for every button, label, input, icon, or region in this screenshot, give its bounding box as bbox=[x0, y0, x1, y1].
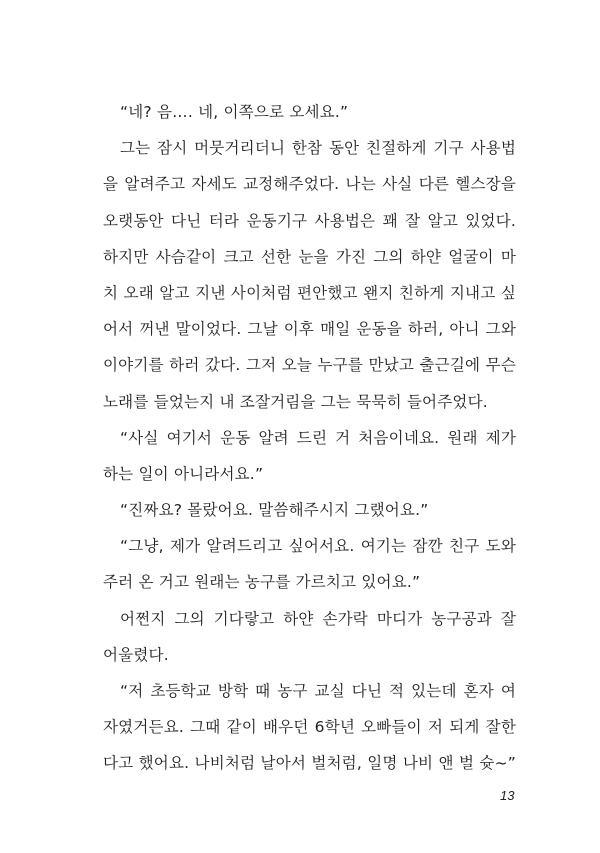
text-line: 주러 온 거고 원래는 농구를 가르치고 있어요.” bbox=[103, 573, 421, 592]
text-line: 자였거든요. 그때 같이 배우던 6학년 오빠들이 저 되게 잘한 bbox=[103, 718, 516, 737]
page-body bbox=[103, 94, 516, 782]
text-line: “그냥, 제가 알려드리고 싶어서요. 여기는 잠깐 친구 도와 bbox=[120, 537, 516, 556]
text-line: 어울렸다. bbox=[103, 645, 169, 664]
text-line: 을 알려주고 자세도 교정해주었다. 나는 사실 다른 헬스장을 bbox=[103, 175, 516, 194]
text-line: 어쩐지 그의 기다랗고 하얀 손가락 마디가 농구공과 잘 bbox=[120, 609, 516, 628]
text-line: 어서 꺼낸 말이었다. 그날 이후 매일 운동을 하러, 아니 그와 bbox=[103, 320, 516, 339]
page-number: 13 bbox=[500, 788, 515, 803]
text-line: “진짜요? 몰랐어요. 말씀해주시지 그랬어요.” bbox=[120, 501, 429, 520]
text-line: “저 초등학교 방학 때 농구 교실 다닌 적 있는데 혼자 여 bbox=[120, 682, 516, 700]
text-line: 하지만 사슴같이 크고 선한 눈을 가진 그의 하얀 얼굴이 마 bbox=[103, 247, 516, 266]
text-line: 하는 일이 아니라서요.” bbox=[103, 464, 264, 483]
text-line: “네? 음…. 네, 이쪽으로 오세요.” bbox=[120, 103, 349, 121]
text-line: 치 오래 알고 지낸 사이처럼 편안했고 왠지 친하게 지내고 싶 bbox=[103, 283, 516, 302]
text-line: 노래를 들었는지 내 조잘거림을 그는 묵묵히 들어주었다. bbox=[103, 392, 488, 411]
text-line: 그는 잠시 머뭇거리더니 한참 동안 친절하게 기구 사용법 bbox=[120, 139, 516, 158]
text-line: 오랫동안 다닌 터라 운동기구 사용법은 꽤 잘 알고 있었다. bbox=[103, 211, 516, 230]
text-line: 이야기를 하러 갔다. 그저 오늘 누구를 만났고 출근길에 무슨 bbox=[103, 356, 516, 375]
text-line: 다고 했어요. 나비처럼 날아서 벌처럼, 일명 나비 앤 벌 슛~” bbox=[103, 754, 516, 773]
text-line: “사실 여기서 운동 알려 드린 거 처음이네요. 원래 제가 bbox=[120, 428, 516, 447]
